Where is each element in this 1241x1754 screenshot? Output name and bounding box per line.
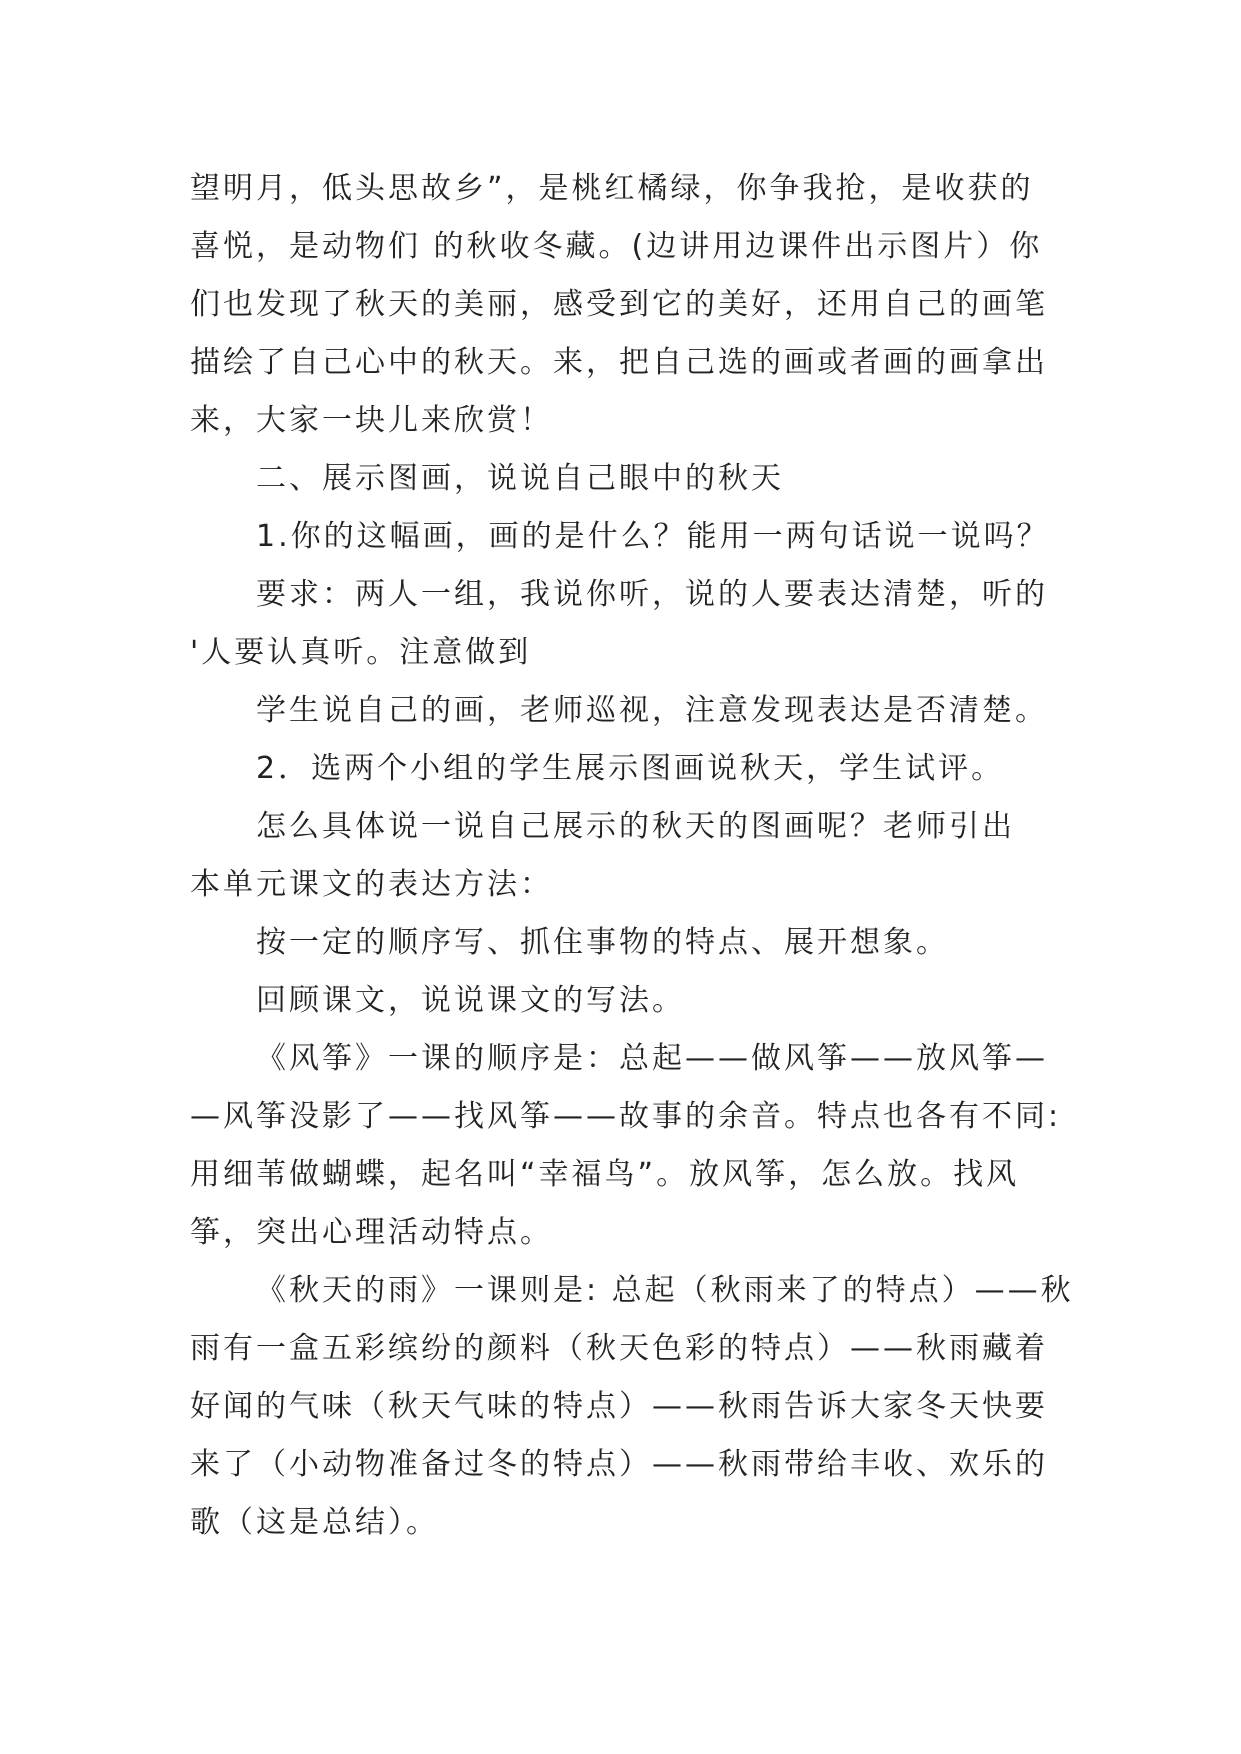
text-line: 来，大家一块儿来欣赏！ [190, 403, 553, 438]
text-line: 雨有一盒五彩缤纷的颜料（秋天色彩的特点）——秋雨藏着 [190, 1331, 1048, 1366]
text-line: 好闻的气味（秋天气味的特点）——秋雨告诉大家冬天快要 [190, 1389, 1048, 1424]
text-line: 《风筝》一课的顺序是：总起——做风筝——放风筝— [256, 1041, 1048, 1076]
document-body [190, 160, 1074, 1552]
text-line: 要求：两人一组，我说你听，说的人要表达清楚，听的 [256, 577, 1048, 612]
text-line: 怎么具体说一说自己展示的秋天的图画呢？老师引出 [256, 809, 1015, 844]
text-line: 学生说自己的画，老师巡视，注意发现表达是否清楚。 [256, 693, 1048, 728]
text-line: 喜悦，是动物们 的秋收冬藏。(边讲用边课件出示图片）你 [190, 229, 1043, 264]
text-line: 用细苇做蝴蝶，起名叫“幸福鸟”。放风筝，怎么放。找风 [190, 1157, 1020, 1192]
text-line: '人要认真听。注意做到 [190, 635, 532, 670]
text-line: 来了（小动物准备过冬的特点）——秋雨带给丰收、欢乐的 [190, 1447, 1048, 1482]
text-line: 描绘了自己心中的秋天。来，把自己选的画或者画的画拿出 [190, 345, 1048, 380]
text-line: 2．选两个小组的学生展示图画说秋天，学生试评。 [256, 751, 1005, 786]
section-heading: 二、展示图画，说说自己眼中的秋天 [256, 461, 784, 496]
text-line: 本单元课文的表达方法： [190, 867, 553, 902]
text-line: —风筝没影了——找风筝——故事的余音。特点也各有不同: [190, 1099, 1062, 1134]
text-line: 按一定的顺序写、抓住事物的特点、展开想象。 [256, 925, 949, 960]
text-line: 们也发现了秋天的美丽，感受到它的美好，还用自己的画笔 [190, 287, 1048, 322]
text-line: 《秋天的雨》一课则是: 总起（秋雨来了的特点）——秋 [256, 1273, 1074, 1308]
text-line: 回顾课文，说说课文的写法。 [256, 983, 685, 1018]
text-line: 望明月，低头思故乡”，是桃红橘绿，你争我抢，是收获的 [190, 171, 1034, 206]
text-line: 筝，突出心理活动特点。 [190, 1215, 553, 1250]
text-line: 1.你的这幅画，画的是什么？能用一两句话说一说吗？ [256, 519, 1050, 554]
text-line: 歌（这是总结）。 [190, 1505, 439, 1540]
